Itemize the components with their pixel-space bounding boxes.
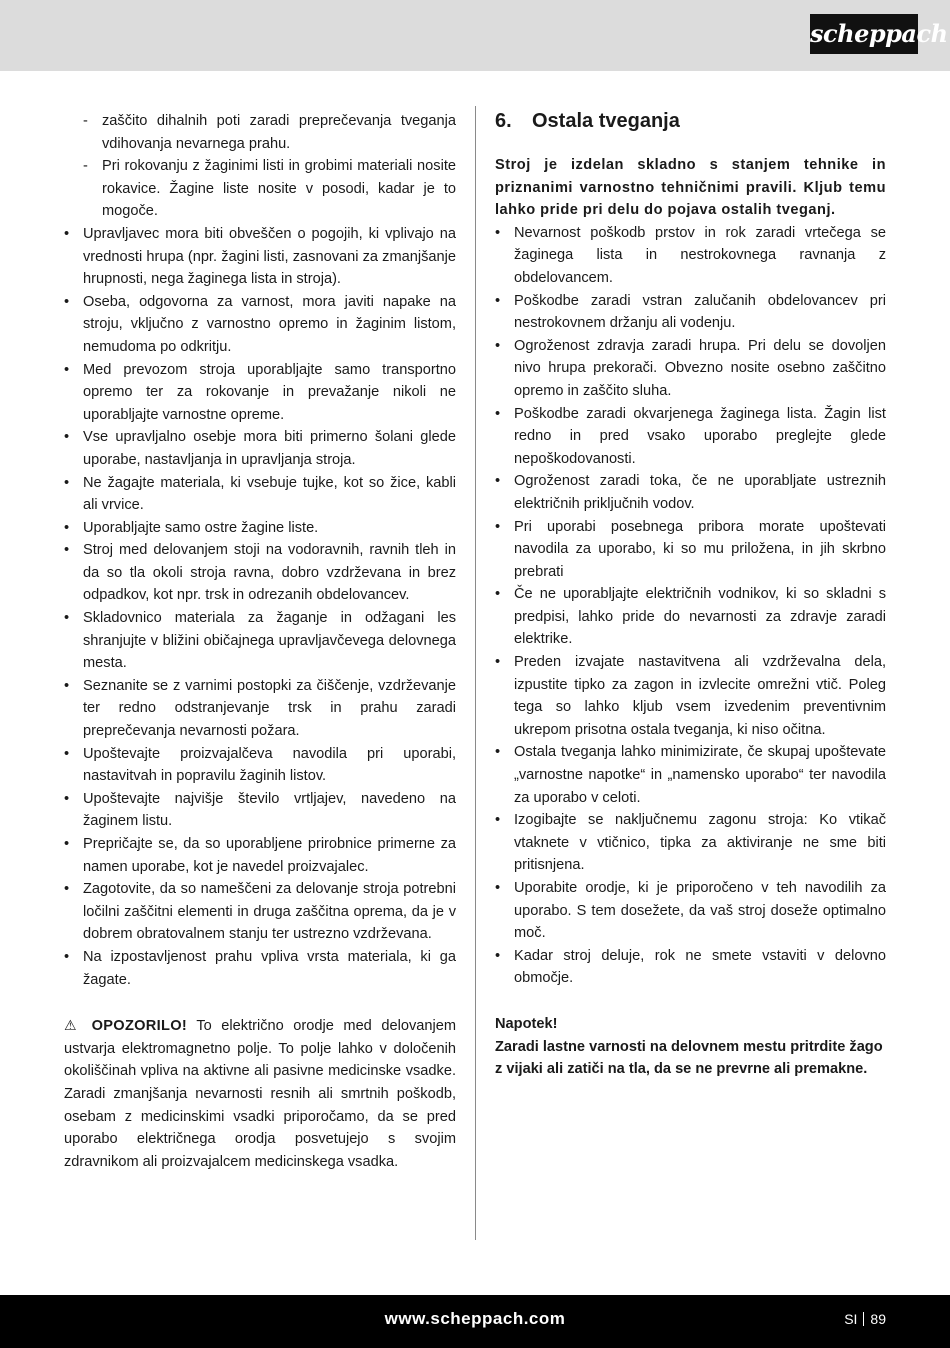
list-item: • Vse upravljalno osebje mora biti primerno šolani glede uporabe, nastavljanja in upravljanja stroja. [64, 429, 456, 468]
list-item: • Skladovnico materiala za žaganje in odžagani les shranjujte v bližini običajnega upravljavčevega delovnega mesta. [64, 610, 456, 672]
list-item: • Na izpostavljenost prahu vpliva vrsta materiala, ki ga žagate. [64, 948, 456, 988]
list-item: • Ostala tveganja lahko minimizirate, če skupaj upoštevate „varnostne napotke“ in „namensko uporabo“ ter navodila za uporabo v celoti. [495, 744, 886, 806]
footer-website-link[interactable]: www.scheppach.com [384, 1309, 566, 1328]
list-item: • Med prevozom stroja uporabljajte samo transportno opremo ter za rokovanje in prevažanje nikoli ne uporabljajte varnostne opreme. [64, 361, 456, 423]
list-item: • Izogibajte se naključnemu zagonu stroja: Ko vtikač vtaknete v vtičnico, tipka za aktiviranje ne sme biti pritisnjena. [495, 812, 886, 874]
section-intro: Stroj je izdelan skladno s stanjem tehnike in priznanimi varnostno tehničnimi pravili. Kljub temu lahko pride pri delu do pojava ostalih tveganj. [495, 157, 886, 219]
list-item: • Ne žagajte materiala, ki vsebuje tujke, kot so žice, kabli ali vrvice. [64, 474, 456, 514]
separator [863, 1312, 864, 1326]
list-item: • Upoštevajte najvišje število vrtljajev, navedeno na žaginem listu. [64, 790, 456, 830]
list-item: • Preden izvajate nastavitvena ali vzdrževalna dela, izpustite tipko za zagon in izvlecite omrežni vtič. Poleg tega so lahko kljub vsem izvedenim preventivnim ukrepom prisotna ostala tveganja, ki niso očitna. [495, 654, 886, 738]
list-item: • Prepričajte se, da so uporabljene prirobnice primerne za namen uporabe, kot je navedel proizvajalec. [64, 836, 456, 875]
list-item: • Nevarnost poškodb prstov in rok zaradi vrtečega se žaginega lista in nestrokovnega ravnanja z obdelovancem. [495, 224, 886, 286]
list-item: • Stroj med delovanjem stoji na vodoravnih, ravnih tleh in da so tla okoli stroja ravna, dobro vzdrževana in brez odpadkov, kot npr. trsk in odrezanih obdelovancev. [64, 542, 456, 604]
list-item: • Če ne uporabljajte električnih vodnikov, ki so skladni s predpisi, lahko pride do nevarnosti za zdravje zaradi elektrike. [495, 586, 886, 648]
list-item: • Upoštevajte proizvajalčeva navodila pri uporabi, nastavitvah in popravilu žaginih listov. [64, 745, 456, 785]
section-title: Ostala tveganja [532, 110, 680, 132]
page-footer [0, 1295, 950, 1348]
warning-triangle-icon: ⚠ [64, 1017, 83, 1034]
brand-logo: scheppach [810, 14, 918, 54]
dash-list [64, 110, 456, 223]
dash-item: - Pri rokovanju z žaginimi listi in grobimi materiali nosite rokavice. Žagine liste nosite v posodi, kadar je to mogoče. [83, 158, 456, 220]
column-divider [475, 106, 476, 1240]
list-item: • Seznanite se z varnimi postopki za čiščenje, vzdrževanje ter redno odstranjevanje trsk in prahu zaradi preprečevanja nevarnosti požara. [64, 677, 456, 740]
list-item: • Poškodbe zaradi vstran zalučanih obdelovancev pri nestrokovnem držanju ali vodenju. [495, 292, 886, 332]
safety-bullet-list [64, 223, 456, 991]
note-text: Zaradi lastne varnosti na delovnem mestu pritrdite žago z vijaki ali zatiči na tla, da se ne prevrne ali premakne. [495, 1038, 883, 1078]
list-item: • Uporabljajte samo ostre žagine liste. [64, 519, 319, 536]
section-heading [495, 110, 886, 132]
right-column [495, 110, 886, 1081]
list-item: • Poškodbe zaradi okvarjenega žaginega lista. Žagin list redno in pred vsako uporabo preglejte glede nepoškodovanosti. [495, 405, 886, 467]
list-item: • Kadar stroj deluje, rok ne smete vstaviti v delovno območje. [495, 947, 886, 987]
left-column [64, 110, 456, 1173]
risk-bullet-list [495, 222, 886, 990]
page-header [0, 0, 950, 71]
language-code: SI [844, 1311, 858, 1327]
dash-item: - zaščito dihalnih poti zaradi preprečevanja tveganja vdihovanja nevarnega prahu. [83, 113, 456, 152]
list-item: • Ogroženost zdravja zaradi hrupa. Pri delu se dovoljen nivo hrupa prekorači. Obvezno nosite osebno zaščitno opremo in zaščito sluha. [495, 337, 886, 399]
page-number-value: 89 [870, 1311, 886, 1327]
list-item: • Ogroženost zaradi toka, če ne uporabljate ustreznih električnih priključnih vodov. [495, 473, 886, 512]
warning-text: To električno orodje med delovanjem ustvarja elektromagnetno polje. To polje lahko v določenih okoliščinah vpliva na aktivne ali pasivne medicinske vsadke. Zaradi zmanjšanja nevarnosti resnih ali smrtnih poškodb, osebam z medicinskimi vsadki priporočamo, da se pred uporabo električnega orodja posvetujejo s svojim zdravnikom ali proizvajalcem medicinskega vsadka. [64, 1018, 456, 1170]
warning-paragraph [64, 1014, 456, 1173]
list-item: • Uporabite orodje, ki je priporočeno v teh navodilih za uporabo. S tem dosežete, da vaš stroj doseže optimalno moč. [495, 880, 886, 942]
list-item: • Zagotovite, da so nameščeni za delovanje stroja potrebni ločilni zaščitni elementi in druga zaščitna oprema, da je v dobrem obratovalnem stanju ter ustrezno vzdrževana. [64, 881, 456, 943]
list-item: • Upravljavec mora biti obveščen o pogojih, ki vplivajo na vrednosti hrupa (npr. žagini listi, zasnovani za zmanjšanje hrupnosti, nega žaginega lista in stroja). [64, 225, 456, 288]
warning-label: OPOZORILO! [91, 1018, 188, 1035]
note-title: Napotek! [495, 1015, 558, 1032]
list-item: • Oseba, odgovorna za varnost, mora javiti napake na stroju, vključno z varnostno opremo in žaginim listom, nemudoma po odkritju. [64, 293, 456, 355]
section-number: 6. [495, 110, 512, 132]
page-number [844, 1295, 886, 1343]
list-item: • Pri uporabi posebnega pribora morate upoštevati navodila za uporabo, ki so mu priložena, in jih skrbno prebrati [495, 518, 886, 580]
